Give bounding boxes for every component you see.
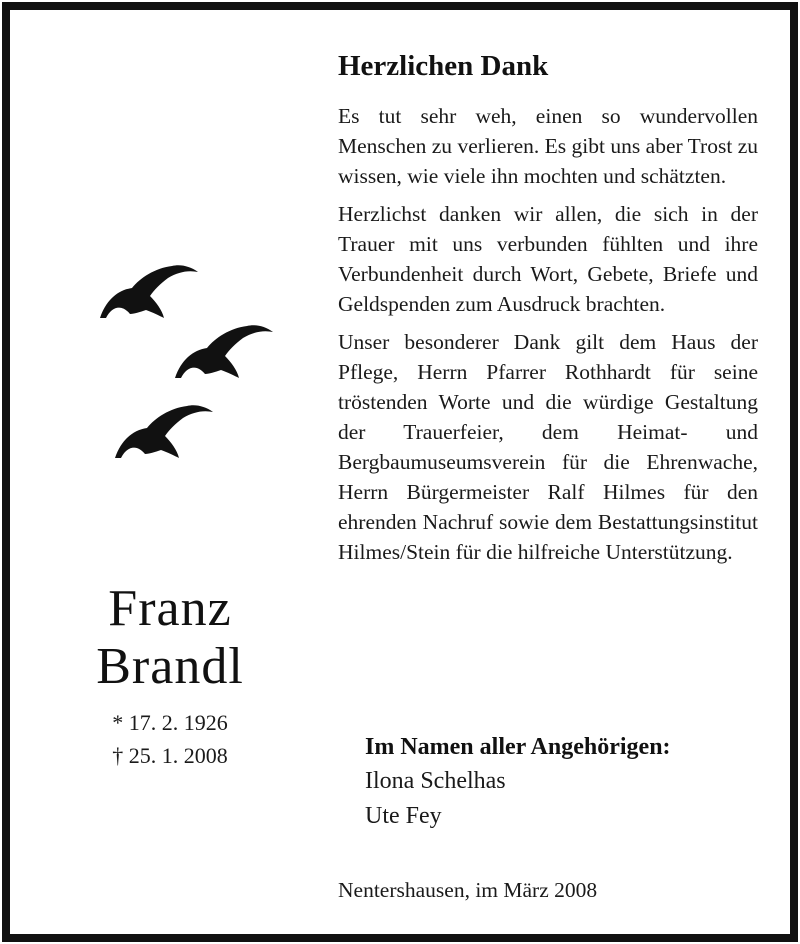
deceased-last-name: Brandl xyxy=(96,638,244,695)
paragraph: Herzlichst danken wir allen, die sich in der Trauer mit uns verbunden fühlten und ihre Verbundenheit durch Wort, Gebete, Briefe und Geldspenden zum Ausdruck brachten. xyxy=(338,202,758,316)
paragraph: Unser besonderer Dank gilt dem Haus der Pflege, Herrn Pfarrer Rothhardt für seine tröstenden Worte und die würdige Gestaltung der Trauerfeier, dem Heimat- und Bergbaumuseumsverein für die Ehrenwache, Herrn Bürgermeister Ralf Hilmes für den ehrenden Nachruf sowie dem Bestattungsinstitut Hilmes/Stein für die hilfreiche Unterstützung. xyxy=(338,330,758,564)
signatory-name: Ute Fey xyxy=(365,803,442,829)
obituary-notice xyxy=(2,2,798,942)
signatory-name: Ilona Schelhas xyxy=(365,768,506,794)
death-date: † 25. 1. 2008 xyxy=(112,743,228,768)
bird-icon xyxy=(100,265,198,318)
place-and-date: Nentershausen, im März 2008 xyxy=(338,878,598,902)
birth-date: * 17. 2. 1926 xyxy=(112,710,228,735)
signature-heading: Im Namen aller Angehörigen: xyxy=(365,734,671,760)
signature-block xyxy=(365,730,785,834)
notice-title: Herzlichen Dank xyxy=(338,50,549,82)
bird-icon xyxy=(115,405,213,458)
bird-icon xyxy=(175,325,273,378)
flying-birds-icon xyxy=(90,250,280,480)
deceased-first-name: Franz xyxy=(108,580,232,637)
paragraph: Es tut sehr weh, einen so wundervollen Menschen zu verlieren. Es gibt uns aber Trost zu wissen, wie viele ihn mochten und schätzten. xyxy=(338,104,758,188)
thanks-column xyxy=(338,50,758,575)
